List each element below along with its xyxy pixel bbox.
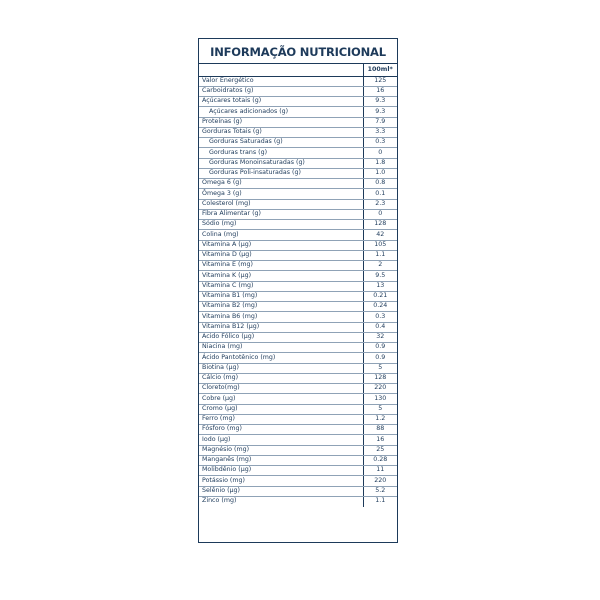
- nutrient-value: 1.1: [363, 250, 397, 260]
- table-row: [199, 394, 397, 404]
- table-row: [199, 127, 397, 137]
- nutrient-label: Potássio (mg): [199, 476, 363, 486]
- table-row: [199, 302, 397, 312]
- nutrient-value: 2.3: [363, 199, 397, 209]
- table-row: [199, 312, 397, 322]
- panel-title: INFORMAÇÃO NUTRICIONAL: [199, 39, 397, 64]
- nutrient-label: Gorduras Totais (g): [199, 127, 363, 137]
- column-header: 100ml*: [363, 64, 397, 76]
- nutrient-value: 1.1: [363, 496, 397, 506]
- table-row: [199, 425, 397, 435]
- nutrient-value: 13: [363, 281, 397, 291]
- nutrient-label: Vitamina A (µg): [199, 240, 363, 250]
- nutrition-table: [199, 64, 397, 507]
- nutrient-value: 2: [363, 261, 397, 271]
- nutrient-label: Gorduras Saturadas (g): [199, 138, 363, 148]
- table-row: [199, 189, 397, 199]
- nutrient-label: Vitamina B2 (mg): [199, 302, 363, 312]
- nutrient-value: 3.3: [363, 127, 397, 137]
- table-row: [199, 353, 397, 363]
- nutrient-label: Selênio (µg): [199, 486, 363, 496]
- nutrient-label: Vitamina C (mg): [199, 281, 363, 291]
- nutrient-value: 0.3: [363, 138, 397, 148]
- table-row: [199, 199, 397, 209]
- nutrient-value: 11: [363, 466, 397, 476]
- nutrient-value: 0.1: [363, 189, 397, 199]
- nutrient-value: 9.3: [363, 107, 397, 117]
- nutrient-value: 105: [363, 240, 397, 250]
- nutrient-label: Açúcares adicionados (g): [199, 107, 363, 117]
- table-row: [199, 322, 397, 332]
- nutrient-label: Cromo (µg): [199, 404, 363, 414]
- nutrient-value: 16: [363, 86, 397, 96]
- table-row: [199, 281, 397, 291]
- table-row: [199, 250, 397, 260]
- nutrient-label: Açúcares totais (g): [199, 97, 363, 107]
- nutrient-value: 220: [363, 384, 397, 394]
- nutrient-value: 128: [363, 373, 397, 383]
- nutrient-value: 1.2: [363, 414, 397, 424]
- nutrient-label: Manganês (mg): [199, 455, 363, 465]
- nutrient-value: 5.2: [363, 486, 397, 496]
- table-row: [199, 158, 397, 168]
- nutrient-value: 32: [363, 332, 397, 342]
- nutrient-label: Fibra Alimentar (g): [199, 209, 363, 219]
- nutrient-value: 125: [363, 76, 397, 86]
- nutrient-label: Ferro (mg): [199, 414, 363, 424]
- table-row: [199, 107, 397, 117]
- nutrient-value: 0: [363, 209, 397, 219]
- table-row: [199, 240, 397, 250]
- nutrient-value: 42: [363, 230, 397, 240]
- table-row: [199, 271, 397, 281]
- nutrition-facts-panel: [198, 38, 398, 543]
- nutrient-label: Cobre (µg): [199, 394, 363, 404]
- nutrient-value: 7.9: [363, 117, 397, 127]
- table-row: [199, 179, 397, 189]
- nutrient-value: 0.24: [363, 302, 397, 312]
- table-row: [199, 373, 397, 383]
- nutrient-label: Carboidratos (g): [199, 86, 363, 96]
- table-row: [199, 76, 397, 86]
- table-row: [199, 220, 397, 230]
- table-row: [199, 476, 397, 486]
- nutrient-value: 130: [363, 394, 397, 404]
- table-row: [199, 332, 397, 342]
- nutrient-label: Fósforo (mg): [199, 425, 363, 435]
- nutrient-value: 0.9: [363, 353, 397, 363]
- table-row: [199, 404, 397, 414]
- table-row: [199, 455, 397, 465]
- nutrient-label: Ômega 6 (g): [199, 179, 363, 189]
- table-row: [199, 230, 397, 240]
- nutrient-label: Cloreto(mg): [199, 384, 363, 394]
- nutrient-label: Ácido Pantotênico (mg): [199, 353, 363, 363]
- table-header-row: [199, 64, 397, 76]
- nutrient-label: Colesterol (mg): [199, 199, 363, 209]
- table-row: [199, 343, 397, 353]
- nutrient-value: 5: [363, 404, 397, 414]
- nutrient-value: 0: [363, 148, 397, 158]
- nutrient-label: Gorduras Monoinsaturadas (g): [199, 158, 363, 168]
- nutrient-label: Vitamina B12 (µg): [199, 322, 363, 332]
- table-row: [199, 138, 397, 148]
- nutrient-value: 0.21: [363, 291, 397, 301]
- table-row: [199, 291, 397, 301]
- nutrient-label: Gorduras Poli-insaturadas (g): [199, 168, 363, 178]
- nutrient-value: 88: [363, 425, 397, 435]
- nutrient-value: 1.0: [363, 168, 397, 178]
- table-row: [199, 435, 397, 445]
- nutrient-label: Vitamina B6 (mg): [199, 312, 363, 322]
- nutrient-value: 128: [363, 220, 397, 230]
- nutrient-label: Biotina (µg): [199, 363, 363, 373]
- table-row: [199, 466, 397, 476]
- table-row: [199, 148, 397, 158]
- table-row: [199, 261, 397, 271]
- nutrient-value: 220: [363, 476, 397, 486]
- nutrient-value: 5: [363, 363, 397, 373]
- nutrient-label: Proteínas (g): [199, 117, 363, 127]
- nutrient-label: Vitamina K (µg): [199, 271, 363, 281]
- nutrient-label: Vitamina D (µg): [199, 250, 363, 260]
- nutrient-value: 1.8: [363, 158, 397, 168]
- header-blank-cell: [199, 64, 363, 76]
- table-row: [199, 496, 397, 506]
- nutrient-label: Molibdênio (µg): [199, 466, 363, 476]
- nutrient-label: Zinco (mg): [202, 497, 237, 505]
- nutrient-value: 0.4: [363, 322, 397, 332]
- table-row: [199, 384, 397, 394]
- table-row: [199, 117, 397, 127]
- table-row: [199, 445, 397, 455]
- nutrient-label: Vitamina E (mg): [199, 261, 363, 271]
- nutrient-label: Niacina (mg): [199, 343, 363, 353]
- table-row: [199, 363, 397, 373]
- nutrient-value: 0.9: [363, 343, 397, 353]
- nutrient-label: Ácido Fólico (µg): [199, 332, 363, 342]
- table-row: [199, 486, 397, 496]
- table-row: [199, 209, 397, 219]
- nutrient-label: Cálcio (mg): [199, 373, 363, 383]
- nutrient-label: Ômega 3 (g): [199, 189, 363, 199]
- nutrient-label: Magnésio (mg): [199, 445, 363, 455]
- nutrient-value: 9.3: [363, 97, 397, 107]
- nutrient-label: Valor Energético: [199, 76, 363, 86]
- table-row: [199, 414, 397, 424]
- nutrient-label: Vitamina B1 (mg): [199, 291, 363, 301]
- nutrient-value: 0.8: [363, 179, 397, 189]
- nutrient-label: Gorduras trans (g): [199, 148, 363, 158]
- nutrient-value: 0.28: [363, 455, 397, 465]
- nutrient-value: 25: [363, 445, 397, 455]
- table-row: [199, 97, 397, 107]
- nutrient-value: 0.3: [363, 312, 397, 322]
- nutrient-label: Colina (mg): [199, 230, 363, 240]
- table-row: [199, 86, 397, 96]
- nutrient-label: Sódio (mg): [199, 220, 363, 230]
- table-row: [199, 168, 397, 178]
- nutrient-value: 16: [363, 435, 397, 445]
- nutrient-value: 9.5: [363, 271, 397, 281]
- nutrient-label: Iodo (µg): [199, 435, 363, 445]
